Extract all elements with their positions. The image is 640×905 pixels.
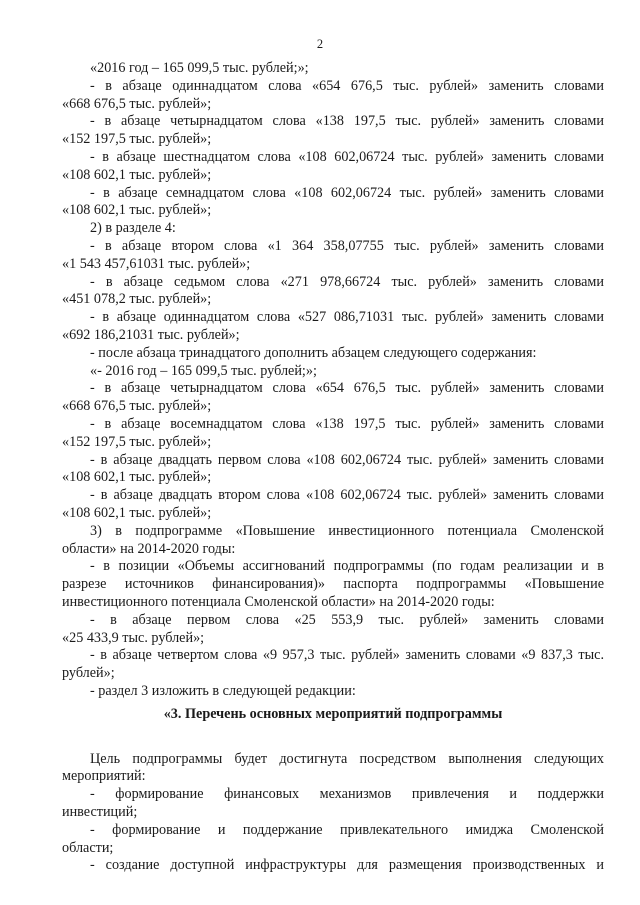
text-line: «108 602,1 тыс. рублей»;	[62, 166, 212, 183]
document-body	[62, 60, 604, 875]
text-line: инвестиционного потенциала Смоленской области» на 2014-2020 годы:	[62, 593, 495, 610]
text-line: «668 676,5 тыс. рублей»;	[62, 95, 212, 112]
text-line: - формирование и поддержание привлекательного имиджа Смоленской	[90, 821, 604, 838]
text-line: Цель подпрограммы будет достигнута посредством выполнения следующих	[90, 750, 604, 767]
text-line: «108 602,1 тыс. рублей»;	[62, 504, 212, 521]
section-text	[62, 751, 604, 876]
text-line: - в абзаце одиннадцатом слова «654 676,5 тыс. рублей» заменить словами	[90, 77, 604, 94]
text-line: - в абзаце двадцать втором слова «108 602,06724 тыс. рублей» заменить словами	[90, 487, 604, 504]
text-line: - в абзаце одиннадцатом слова «527 086,71031 тыс. рублей» заменить словами	[90, 309, 604, 326]
text-line: «451 078,2 тыс. рублей»;	[62, 291, 212, 308]
text-line: - в абзаце четырнадцатом слова «654 676,5 тыс. рублей» заменить словами	[90, 380, 604, 397]
text-line: рублей»;	[62, 665, 115, 682]
text-line: «- 2016 год – 165 099,5 тыс. рублей;»;	[90, 362, 317, 379]
text-line: инвестиций;	[62, 804, 138, 821]
text-line: - в абзаце четвертом слова «9 957,3 тыс. рублей» заменить словами «9 837,3 тыс.	[90, 647, 604, 664]
text-line: области» на 2014-2020 годы:	[62, 540, 236, 557]
text-line: области;	[62, 839, 114, 856]
text-line: - в абзаце втором слова «1 364 358,07755 тыс. рублей» заменить словами	[90, 237, 604, 254]
text-line: «108 602,1 тыс. рублей»;	[62, 469, 212, 486]
text-line: «152 197,5 тыс. рублей»;	[62, 131, 212, 148]
text-line: разрезе источников финансирования)» паспорта подпрограммы «Повышение	[62, 576, 604, 593]
text-line: 2) в разделе 4:	[90, 220, 176, 237]
text-line: «2016 год – 165 099,5 тыс. рублей;»;	[90, 60, 309, 76]
text-line: - в абзаце восемнадцатом слова «138 197,5 тыс. рублей» заменить словами	[90, 415, 604, 432]
text-line: - в абзаце шестнадцатом слова «108 602,06724 тыс. рублей» заменить словами	[90, 148, 604, 165]
text-line: - в абзаце семнадцатом слова «108 602,06724 тыс. рублей» заменить словами	[90, 184, 604, 201]
text-line: «668 676,5 тыс. рублей»;	[62, 398, 212, 415]
page-number: 2	[316, 37, 324, 51]
text-line: - в абзаце четырнадцатом слова «138 197,5 тыс. рублей» заменить словами	[90, 113, 604, 130]
text-line: - после абзаца тринадцатого дополнить абзацем следующего содержания:	[90, 344, 537, 361]
text-line: мероприятий:	[62, 768, 146, 785]
text-line: 3) в подпрограмме «Повышение инвестиционного потенциала Смоленской	[90, 522, 604, 539]
text-line: «152 197,5 тыс. рублей»;	[62, 433, 212, 450]
text-line: - создание доступной инфраструктуры для размещения производственных и	[90, 857, 604, 874]
paragraph-gap	[62, 727, 604, 751]
section-title: «3. Перечень основных мероприятий подпрограммы	[163, 705, 503, 722]
text-line: «692 186,21031 тыс. рублей»;	[62, 326, 240, 343]
text-line: «1 543 457,61031 тыс. рублей»;	[62, 255, 251, 272]
text-line: - раздел 3 изложить в следующей редакции:	[90, 682, 356, 699]
text-line: - в позиции «Объемы ассигнований подпрограммы (по годам реализации и в	[90, 558, 604, 575]
text-line: - в абзаце первом слова «25 553,9 тыс. рублей» заменить словами	[90, 611, 604, 628]
text-line: - формирование финансовых механизмов привлечения и поддержки	[90, 786, 604, 803]
amendment-list	[62, 60, 604, 701]
text-line: «108 602,1 тыс. рублей»;	[62, 202, 212, 219]
text-line: - в абзаце седьмом слова «271 978,66724 тыс. рублей» заменить словами	[90, 273, 604, 290]
text-line: - в абзаце двадцать первом слова «108 602,06724 тыс. рублей» заменить словами	[90, 451, 604, 468]
text-line: «25 433,9 тыс. рублей»;	[62, 629, 205, 646]
